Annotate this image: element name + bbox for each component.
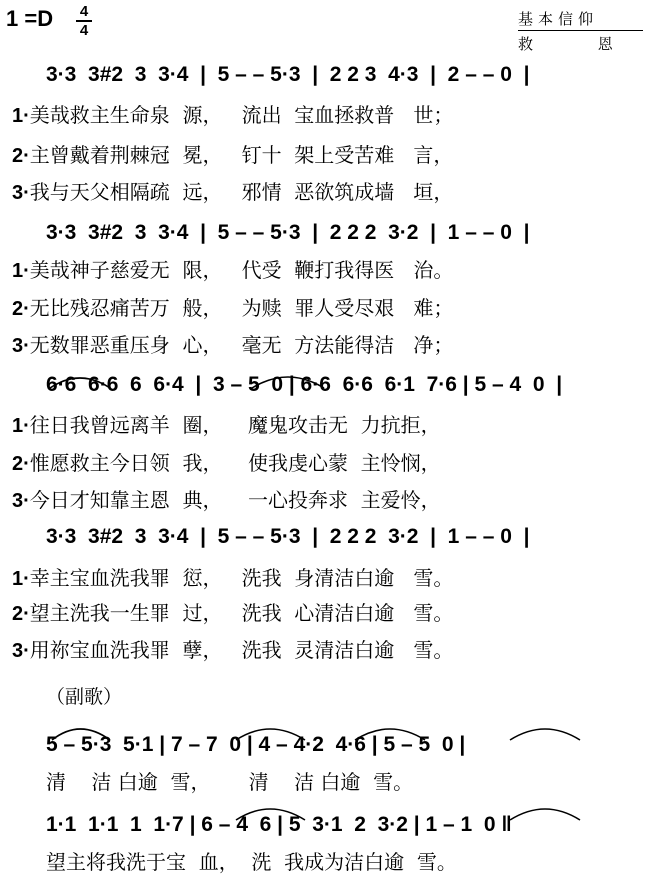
lyric-line: [12, 140, 642, 170]
lyric-line: [12, 563, 642, 593]
lyric-line: 清 洁 白逾 雪， 清 洁 白逾 雪。: [46, 770, 414, 794]
lyric-text: 美哉救主生命泉 源， 流出 宝血拯救普 世；: [29, 103, 454, 127]
lyric-text: 幸主宝血洗我罪 愆， 洗我 身清洁白逾 雪。: [29, 566, 454, 590]
verse-number: 2·: [12, 298, 30, 320]
lyric-line: [12, 177, 642, 207]
lyric-line: [12, 410, 642, 440]
lyric-text: 美哉神子慈爱无 限， 代受 鞭打我得医 治。: [29, 258, 454, 282]
time-signature-bottom: 4: [79, 22, 89, 39]
lyric-line: [12, 330, 642, 360]
verse-number: 2·: [12, 453, 30, 475]
notation-line: 3·3 3#2 3 3·4 | 5 – – 5·3 | 2 2 3 4·3 | 2 – – 0 |: [46, 63, 530, 86]
lyric-text: 往日我曾远离羊 圈， 魔鬼攻击无 力抗拒，: [29, 413, 441, 437]
notation-line: 3·3 3#2 3 3·4 | 5 – – 5·3 | 2 2 2 3·2 | 1 – – 0 |: [46, 221, 530, 244]
lyric-text: 主曾戴着荆棘冠 冕， 钉十 架上受苦难 言，: [29, 143, 454, 167]
lyric-line: [12, 485, 642, 515]
lyric-line: [12, 448, 642, 478]
lyric-line: [12, 293, 642, 323]
verse-number: 3·: [12, 640, 30, 662]
time-signature: [76, 4, 92, 38]
notation-line: 1·1 1·1 1 1·7 | 6 – 4 6 | 5 3·1 2 3·2 | 1 – 1 0 ‖: [46, 813, 512, 836]
notation-line: 3·3 3#2 3 3·4 | 5 – – 5·3 | 2 2 2 3·2 | 1 – – 0 |: [46, 525, 530, 548]
verse-number: 3·: [12, 335, 30, 357]
verse-number: 3·: [12, 490, 30, 512]
lyric-line: [12, 100, 642, 130]
hymn-credit: [518, 8, 643, 54]
lyric-text: 无比残忍痛苦万 般， 为赎 罪人受尽艰 难；: [29, 296, 454, 320]
hymn-title: 救 恩: [518, 35, 643, 53]
lyric-text: 惟愿救主今日领 我， 使我虔心蒙 主怜悯，: [29, 451, 441, 475]
chorus-label: （副歌）: [46, 686, 123, 708]
lyric-line: 望主将我洗于宝 血， 洗 我成为洁白逾 雪。: [46, 850, 457, 874]
verse-number: 3·: [12, 182, 30, 204]
lyric-text: 用祢宝血洗我罪 孽， 洗我 灵清洁白逾 雪。: [29, 638, 454, 662]
lyric-text: 我与天父相隔疏 远， 邪情 恶欲筑成墙 垣，: [29, 180, 454, 204]
verse-number: 1·: [12, 105, 30, 127]
verse-number: 1·: [12, 568, 30, 590]
verse-number: 2·: [12, 145, 30, 167]
key-signature: 1 =D: [6, 6, 54, 31]
hymn-category: 基本信仰: [518, 8, 643, 31]
notation-line: 5 – 5·3 5·1 | 7 – 7 0 | 4 – 4·2 4·6 | 5 – 5 0 |: [46, 733, 466, 756]
lyric-text: 望主洗我一生罪 过， 洗我 心清洁白逾 雪。: [29, 601, 454, 625]
notation-line: 6·6 6·6 6 6·4 | 3 – 5 0 | 6·6 6·6 6·1 7·6 | 5 – 4 0 |: [46, 373, 563, 396]
verse-number: 2·: [12, 603, 30, 625]
lyric-text: 无数罪恶重压身 心， 毫无 方法能得洁 净；: [29, 333, 454, 357]
lyric-line: [12, 598, 642, 628]
lyric-line: [12, 255, 642, 285]
lyric-text: 今日才知靠主恩 典， 一心投奔求 主爱怜，: [29, 488, 441, 512]
lyric-line: [12, 635, 642, 665]
verse-number: 1·: [12, 415, 30, 437]
time-signature-top: 4: [79, 3, 89, 20]
verse-number: 1·: [12, 260, 30, 282]
